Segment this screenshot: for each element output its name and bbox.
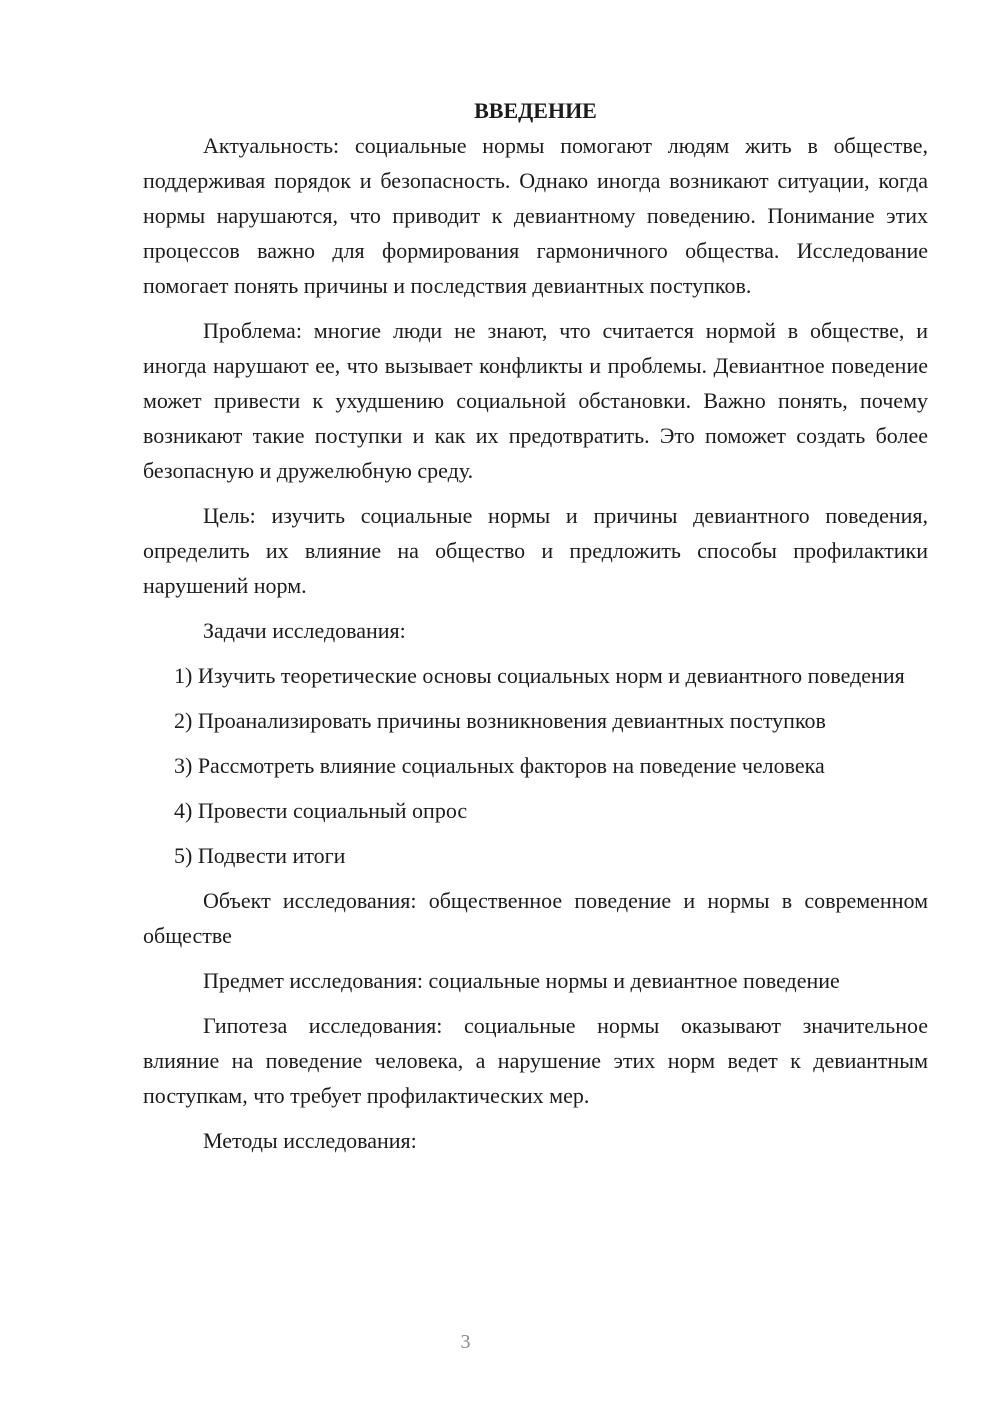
- task-item-2: 2) Проанализировать причины возникновения девиантных поступков: [174, 708, 826, 733]
- task-item-5: 5) Подвести итоги: [174, 843, 346, 868]
- object-paragraph: Объект исследования: общественное поведение и нормы в современном обществе: [143, 888, 928, 948]
- page-number: 3: [460, 1331, 471, 1353]
- page-content: [143, 93, 928, 1168]
- page-title: ВВЕДЕНИЕ: [474, 98, 597, 123]
- relevance-paragraph: Актуальность: социальные нормы помогают людям жить в обществе, поддерживая порядок и безопасность. Однако иногда возникают ситуации, когда нормы нарушаются, что приводит к девиантному поведению. Понимание этих процессов важно для формирования гармоничного общества. Исследование помогает понять причины и последствия девиантных поступков.: [143, 133, 928, 298]
- task-item-4: 4) Провести социальный опрос: [174, 798, 468, 823]
- methods-label: Методы исследования:: [203, 1128, 417, 1153]
- task-item-3: 3) Рассмотреть влияние социальных факторов на поведение человека: [174, 753, 825, 778]
- hypothesis-paragraph: Гипотеза исследования: социальные нормы оказывают значительное влияние на поведение человека, а нарушение этих норм ведет к девиантным поступкам, что требует профилактических мер.: [143, 1013, 928, 1108]
- task-item-1: 1) Изучить теоретические основы социальных норм и девиантного поведения: [174, 663, 905, 688]
- goal-paragraph: Цель: изучить социальные нормы и причины девиантного поведения, определить их влияние на общество и предложить способы профилактики нарушений норм.: [143, 503, 928, 598]
- problem-paragraph: Проблема: многие люди не знают, что считается нормой в обществе, и иногда нарушают ее, что вызывает конфликты и проблемы. Девиантное поведение может привести к ухудшению социальной обстановки. Важно понять, почему возникают такие поступки и как их предотвратить. Это поможет создать более безопасную и дружелюбную среду.: [143, 318, 928, 483]
- tasks-label: Задачи исследования:: [203, 618, 406, 643]
- subject-paragraph: Предмет исследования: социальные нормы и девиантное поведение: [203, 968, 840, 993]
